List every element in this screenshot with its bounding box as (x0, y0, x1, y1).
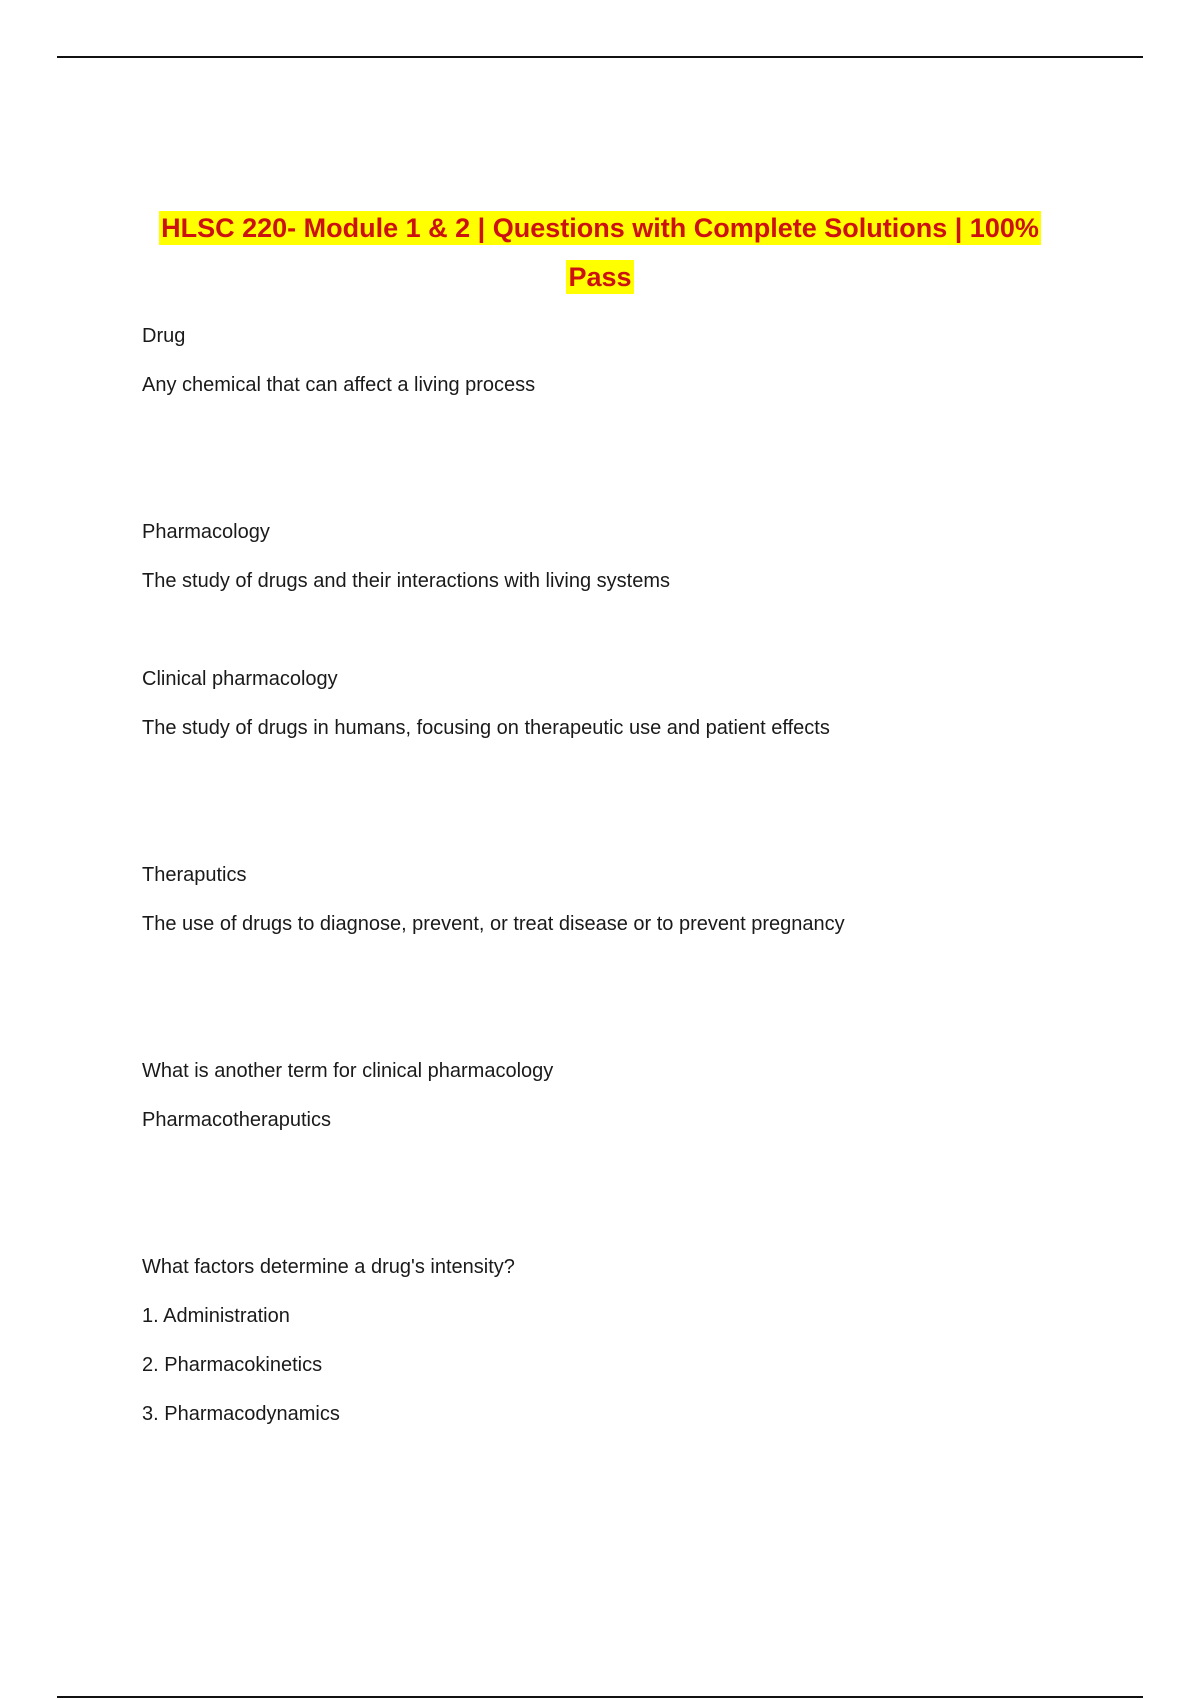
bottom-rule (57, 1696, 1143, 1698)
definition-clinical-pharmacology: The study of drugs in humans, focusing on therapeutic use and patient effects (142, 717, 830, 739)
term-theraputics: Theraputics (142, 864, 247, 886)
list-item: 1. Administration (142, 1305, 290, 1327)
document-title (100, 210, 1100, 308)
title-line-2 (100, 259, 1100, 300)
top-rule (57, 56, 1143, 58)
list-item: 3. Pharmacodynamics (142, 1403, 340, 1425)
title-text-1: HLSC 220- Module 1 & 2 | Questions with Complete Solutions | 100% (161, 213, 1039, 243)
term-clinical-pharmacology: Clinical pharmacology (142, 668, 338, 690)
definition-theraputics: The use of drugs to diagnose, prevent, or treat disease or to prevent pregnancy (142, 913, 845, 935)
definition-drug: Any chemical that can affect a living process (142, 374, 536, 396)
answer-another-term: Pharmacotheraputics (142, 1109, 331, 1131)
term-drug: Drug (142, 325, 186, 347)
definition-pharmacology: The study of drugs and their interactions with living systems (142, 570, 671, 592)
question-drug-intensity: What factors determine a drug's intensity? (142, 1256, 515, 1278)
title-text-2: Pass (568, 262, 632, 292)
list-item: 2. Pharmacokinetics (142, 1354, 323, 1376)
title-line-1 (100, 210, 1100, 251)
term-pharmacology: Pharmacology (142, 521, 270, 543)
question-another-term: What is another term for clinical pharmacology (142, 1060, 554, 1082)
